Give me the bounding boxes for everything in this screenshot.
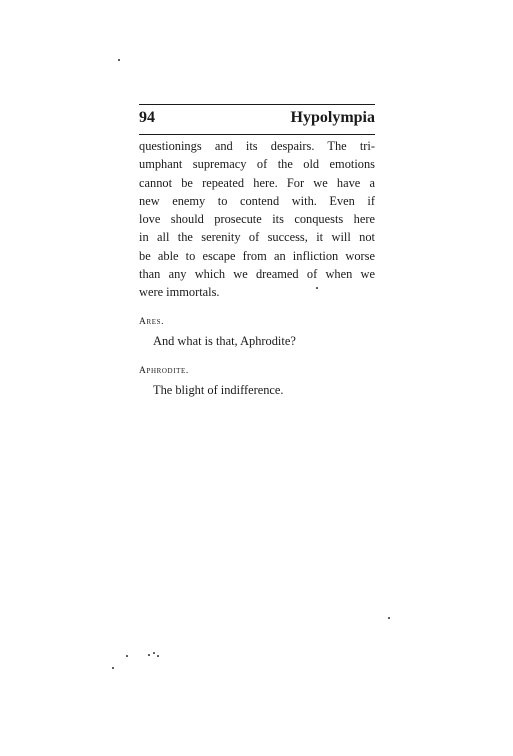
body-line: in all the serenity of success, it will not — [139, 230, 375, 245]
scan-speck — [126, 655, 128, 657]
running-title: Hypolympia — [290, 109, 375, 126]
scan-speck — [316, 287, 318, 289]
body-line: questionings and its despairs. The tri- — [139, 139, 375, 153]
header-bottom-rule — [139, 134, 375, 135]
speaker-name-aphrodite: Aphrodite. — [139, 366, 189, 376]
scan-speck — [388, 617, 390, 619]
body-line: than any which we dreamed of when we — [139, 267, 375, 282]
body-line: cannot be repeated here. For we have a — [139, 175, 375, 190]
scan-speck — [112, 667, 114, 669]
scan-speck — [153, 652, 155, 654]
body-line: were immortals. — [139, 285, 220, 300]
scan-speck — [148, 654, 150, 656]
speech-line-aphrodite: The blight of indifference. — [153, 383, 284, 397]
scan-speck — [157, 655, 159, 657]
body-paragraph — [139, 137, 375, 302]
speech-line-ares: And what is that, Aphrodite? — [153, 334, 296, 348]
header-top-rule — [139, 104, 375, 105]
speaker-name-ares: Ares. — [139, 317, 165, 327]
scan-speck — [118, 59, 120, 61]
page-number: 94 — [139, 109, 155, 126]
body-line: be able to escape from an infliction worse — [139, 248, 375, 263]
body-line: love should prosecute its conquests here — [139, 212, 375, 227]
body-line: umphant supremacy of the old emotions — [139, 157, 375, 172]
running-header — [139, 109, 375, 131]
body-line: new enemy to contend with. Even if — [139, 193, 375, 208]
